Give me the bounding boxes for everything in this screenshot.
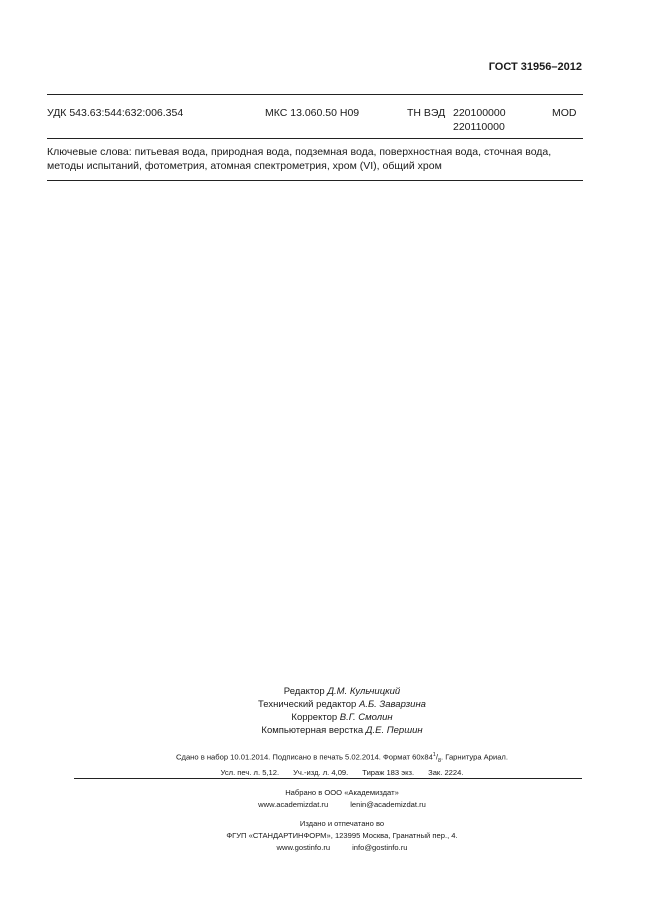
imprint-line-2 [0,767,646,778]
keywords-label: Ключевые слова: [47,146,132,158]
printed-by: Издано и отпечатано во [299,819,385,828]
imprint-dates: Сдано в набор 10.01.2014. Подписано в печать 5.02.2014. Формат 60x84 [176,752,433,762]
layout-line [0,724,646,737]
printer-address: ФГУП «СТАНДАРТИНФОРМ», 123995 Москва, Гранатный пер., 4. [226,831,458,840]
tech-editor-label: Технический редактор [258,699,357,710]
standard-number: ГОСТ 31956–2012 [488,61,582,73]
format-denominator: 8 [437,758,442,765]
keywords-text: питьевая вода, природная вода, подземная вода, поверхностная вода, сточная вода, методы испытаний, фотометрия, атомная спектрометрия, хром (VI), общий хром [47,146,552,172]
layout-label: Компьютерная верстка [261,725,364,736]
mks-code: МКС 13.060.50 Н09 [265,107,360,119]
copies: Тираж 183 экз. [362,768,415,778]
editor-name: Д.М. Кульчицкий [327,686,401,697]
bottom-divider [74,778,582,779]
typeset-email-link[interactable]: lenin@academizdat.ru [350,800,426,809]
corrector-line [0,711,646,724]
imprint-typeface: . Гарнитура Ариал. [441,752,508,762]
order-number: Зак. 2224. [428,768,464,778]
layout-name: Д.Е. Першин [365,725,423,736]
middle-divider [47,138,583,139]
pub-sheets: Уч.-изд. л. 4,09. [293,768,349,778]
keywords-divider [47,180,583,181]
keywords-block [47,145,587,173]
typeset-site-link[interactable]: www.academizdat.ru [258,800,329,809]
tn-ved-code-1: 220100000 [453,107,506,119]
printer-email-link[interactable]: info@gostinfo.ru [352,843,408,852]
format-numerator: 1 [432,752,436,758]
tech-editor-name: А.Б. Заварзина [358,699,426,710]
printer-contacts [0,842,646,854]
editor-line [0,685,646,698]
imprint-line-1: Сдано в набор 10.01.2014. Подписано в печать 5.02.2014. Формат $60x84^1/_8$. Гарнитура Ариал. [176,752,508,765]
tn-ved-code-2: 220110000 [453,121,505,133]
typeset-contacts [0,799,646,811]
printer-site-link[interactable]: www.gostinfo.ru [276,843,331,852]
tn-ved-label: ТН ВЭД [407,107,446,119]
udc-code: УДК 543.63:544:632:006.354 [47,107,184,119]
mod-label: MOD [552,107,577,119]
top-divider [47,94,583,95]
credits-block [0,685,646,737]
publisher-block [0,787,646,854]
editor-label: Редактор [283,686,325,697]
imprint-block [0,750,646,778]
typeset-by: Набрано в ООО «Академиздат» [285,788,399,797]
tech-editor-line [0,698,646,711]
corrector-name: В.Г. Смолин [339,712,393,723]
corrector-label: Корректор [291,712,338,723]
print-sheets: Усл. печ. л. 5,12. [220,768,280,778]
